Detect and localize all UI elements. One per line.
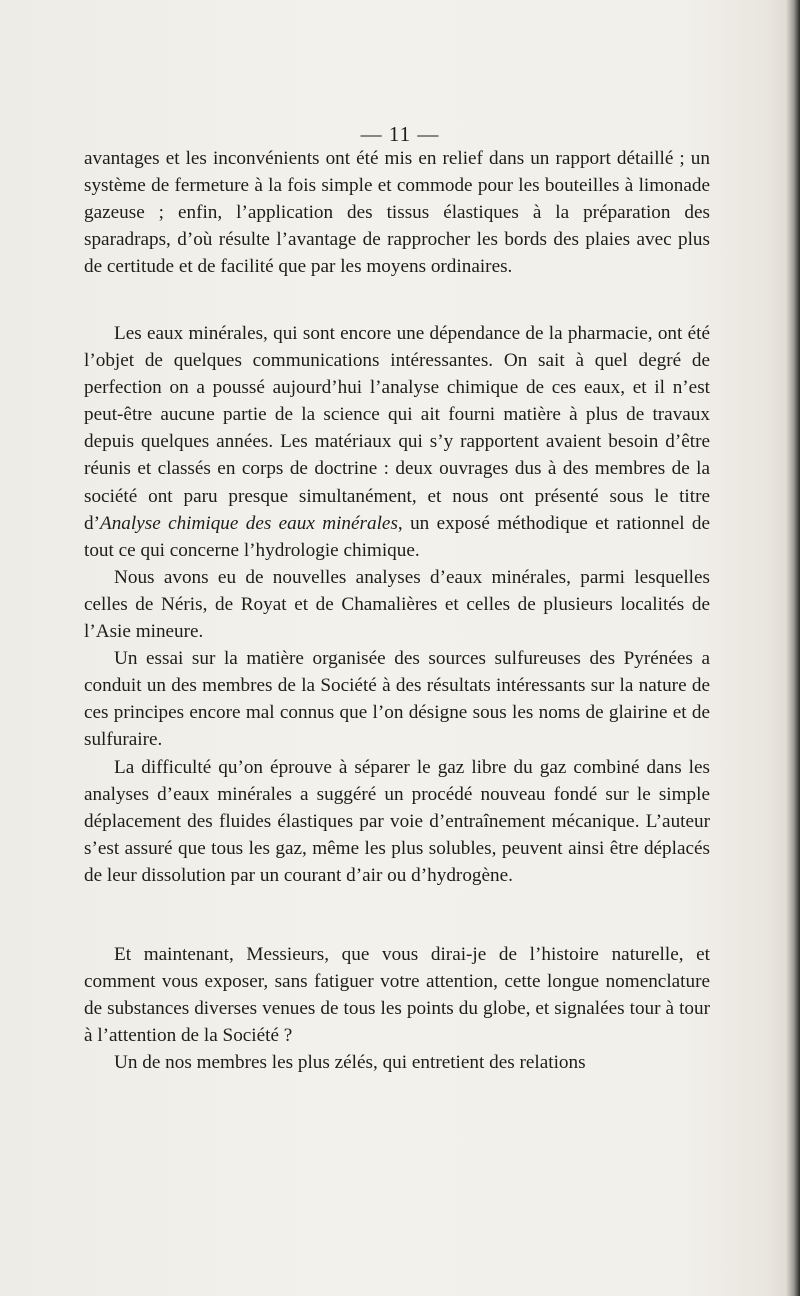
paragraph-gaz: La difficulté qu’on éprouve à séparer le gaz libre du gaz combiné dans les analyses d’eaux minérales a suggéré un procédé nouveau fondé sur le simple déplacement des fluides élastiques par voie d’entraînement mécanique. L’auteur s’est assuré que tous les gaz, même les plus solubles, peuvent ainsi être déplacés de leur dissolution par un courant d’air ou d’hydrogène. [84,756,710,886]
paragraph-histoire-naturelle: Et maintenant, Messieurs, que vous dirai-je de l’histoire naturelle, et comment vous exposer, sans fatiguer votre attention, cette longue nomenclature de substances diverses venues de tous les points du globe, et signalées tour à tour à l’attention de la Société ? [84,944,710,1047]
text-block-top [84,145,710,280]
italic-book-title: Analyse chimique des eaux minérales [99,512,398,534]
paragraph-sources-sulfureuses: Un essai sur la matière organisée des sources sulfureuses des Pyrénées a conduit un des membres de la Société à des résultats intéressants sur la nature de ces principes encore mal connus que l’on désigne sous les noms de glairine et de sulfuraire. [84,648,710,751]
paragraph-continued: avantages et les inconvénients ont été mis en relief dans un rapport détaillé ; un système de fermeture à la fois simple et commode pour les bouteilles à limonade gazeuse ; enfin, l’application des tissus élastiques à la préparation des sparadraps, d’où résulte l’avantage de rapprocher les bords des plaies avec plus de certitude et de facilité que par les moyens ordinaires. [84,148,710,278]
paragraph-analyses: Nous avons eu de nouvelles analyses d’eaux minérales, parmi lesquelles celles de Néris, de Royat et de Chamalières et celles de plusieurs localités de l’Asie mineure. [84,566,710,643]
page-number-header: — 11 — [360,122,440,146]
text-block-bottom [84,941,710,1076]
paragraph-eaux-minerales [84,320,710,564]
paragraph-text: Les eaux minérales, qui sont encore une dépendance de la pharmacie, ont été l’objet de quelques communications intéressantes. On sait à quel degré de perfection on a poussé aujourd’hui l’analyse chimique de ces eaux, et il n’est peut-être aucune partie de la science qui ait fourni matière à plus de travaux depuis quelques années. Les matériaux qui s’y rapportent avaient besoin d’être réunis et classés en corps de doctrine : deux ouvrages dus à des membres de la société ont paru presque simultanément, et nous ont présenté sous le titre d’ [84,323,710,534]
text-block-middle [84,320,710,889]
page-edge-shadow [786,0,800,1296]
paragraph-text-end: , un exposé méthodique et rationnel de tout ce qui concerne l’hydrologie chimique. [84,512,711,561]
paragraph-membres: Un de nos membres les plus zélés, qui entretient des relations [114,1052,586,1074]
